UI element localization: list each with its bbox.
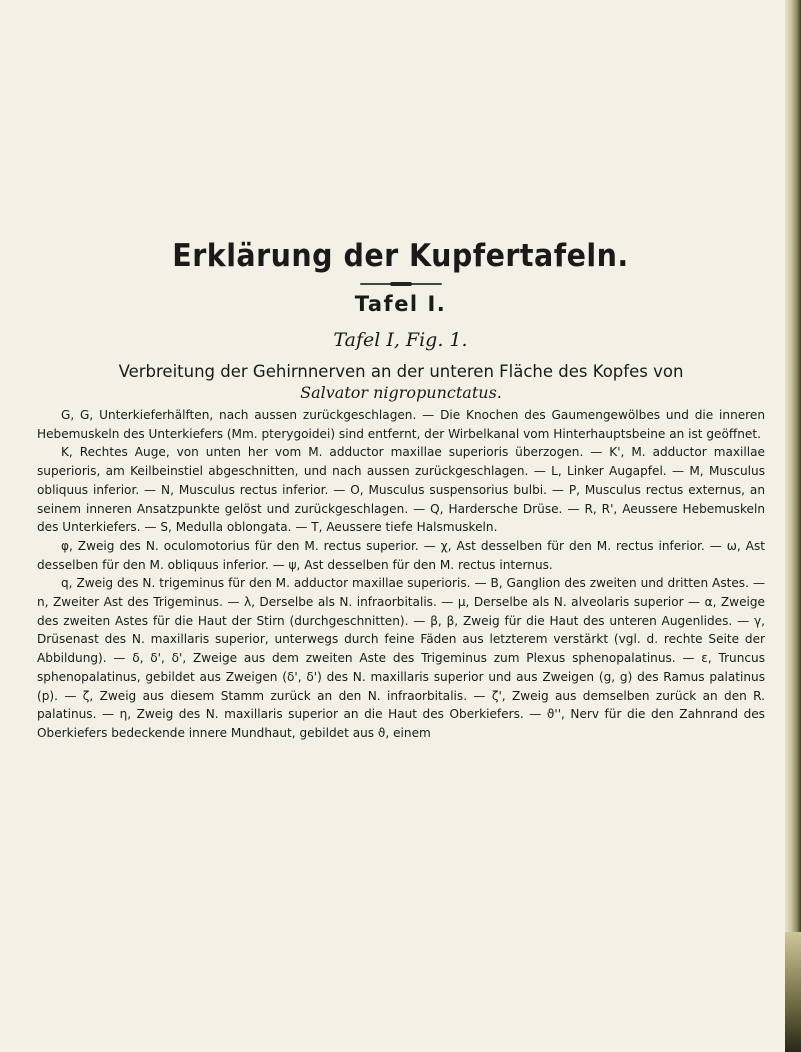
legend-paragraph-3: φ, Zweig des N. oculomotorius für den M. rectus superior. — χ, Ast desselben für den M. rectus inferior. — ω, Ast desselben für den M. obliquus inferior. — ψ, Ast desselben für den M. rectus internus. [37, 538, 765, 572]
page-edge-shadow [785, 932, 801, 1052]
page-edge [785, 0, 801, 1052]
ornamental-rule [360, 283, 442, 285]
legend-paragraph-4: q, Zweig des N. trigeminus für den M. adductor maxillae superioris. — B, Ganglion des zweiten und dritten Astes. — n, Zweiter Ast des Trigeminus. — λ, Derselbe als N. infraorbitalis. — μ, Derselbe als N. alveolaris superior — α, Zweige des zweiten Astes für die Haut der Stirn (durchgeschnitten). — β, β, Zweig für die Haut des unteren Augenlides. — γ, Drüsenast des N. maxillaris superior, unterwegs durch feine Fäden aus letzterem verstärkt (vgl. d. rechte Seite der Abbildung). — δ, δ', δ', Zweige aus dem zweiten Aste des Trigeminus zum Plexus sphenopalatinus. — ε, Truncus sphenopalatinus, gebildet aus Zweigen (δ', δ') des N. maxillaris superior und aus Zweigen (g, g) des Ramus palatinus (p). — ζ, Zweig aus diesem Stamm zurück an den N. infraorbitalis. — ζ', Zweig aus demselben zurück an den R. palatinus. — η, Zweig des N. maxillaris superior an die Haut des Oberkiefers. — ϑ'', Nerv für die den Zahnrand des Oberkiefers bedeckende innere Mundhaut, gebildet aus ϑ, einem [37, 576, 765, 740]
legend-text [37, 406, 765, 743]
plate-title: Tafel I. [354, 292, 447, 316]
legend-paragraph-1: G, G, Unterkieferhälften, nach aussen zurückgeschlagen. — Die Knochen des Gaumengewölbes und die inneren Hebemuskeln des Unterkiefers (Mm. pterygoidei) sind entfernt, der Wirbelkanal vom Hinterhauptsbeine an ist geöffnet. [37, 408, 765, 441]
section-title-line: Verbreitung der Gehirnnerven an der unteren Fläche des Kopfes von [118, 362, 684, 381]
page-heading: Erklärung der Kupfertafeln. [172, 238, 629, 274]
legend-paragraph-2: K, Rechtes Auge, von unten her vom M. adductor maxillae superioris überzogen. — K', M. adductor maxillae superioris, am Keilbeinstiel abgeschnitten, und nach aussen zurückgeschlagen. — L, Linker Augapfel. — M, Musculus obliquus inferior. — N, Musculus rectus inferior. — O, Musculus suspensorius bulbi. — P, Musculus rectus externus, an seinem inneren Ansatzpunkte gelöst und zurückgeschlagen. — Q, Hardersche Drüse. — R, R', Aeussere Hebemuskeln des Unterkiefers. — S, Medulla oblongata. — T, Aeussere tiefe Halsmuskeln. [37, 445, 765, 535]
figure-title: Tafel I, Fig. 1. [333, 329, 468, 351]
species-name: Salvator nigropunctatus. [300, 383, 502, 402]
section-title [40, 361, 762, 403]
